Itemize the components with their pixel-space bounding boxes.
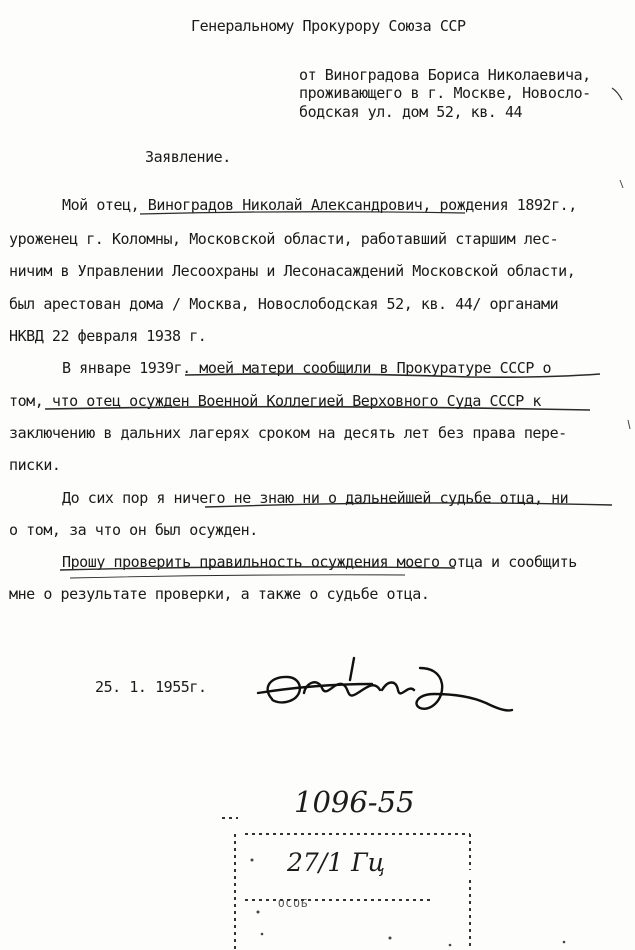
sender-line-1: от Виноградова Бориса Николаевича, (299, 66, 591, 84)
stamp-box (222, 818, 470, 950)
underline-mother-informed (185, 374, 600, 377)
paragraph-1-line-2: уроженец г. Коломны, Московской области, работавший старшим лес- (9, 230, 559, 248)
paragraph-4-line-2: мне о результате проверки, а также о судьбе отца. (9, 585, 430, 603)
document-title: Заявление. (145, 148, 231, 166)
underline-request-second (70, 575, 405, 578)
paragraph-2-line-3: заключению в дальних лагерях сроком на десять лет без права пере- (9, 424, 567, 442)
paragraph-1-line-3: ничим в Управлении Лесоохраны и Лесонасаждений Московской области, (9, 262, 576, 280)
date: 25. 1. 1955г. (95, 678, 207, 696)
paragraph-1-line-5: НКВД 22 февраля 1938 г. (9, 327, 207, 345)
paragraph-4-line-1: Прошу проверить правильность осуждения моего отца и сообщить (62, 553, 577, 571)
sender-line-3: бодская ул. дом 52, кв. 44 (299, 103, 523, 121)
underline-father-sentenced (45, 407, 590, 410)
paragraph-2-line-2: том, что отец осужден Военной Коллегией Верховного Суда СССР к (9, 392, 542, 410)
sender-line-2: проживающего в г. Москве, Новосло- (299, 84, 591, 102)
addressee: Генеральному Прокурору Союза ССР (191, 17, 466, 35)
paragraph-2-line-1: В январе 1939г. моей матери сообщили в Прокуратуре СССР о (62, 359, 552, 377)
underline-knows-nothing (205, 503, 612, 507)
signature (258, 658, 512, 710)
underline-request (60, 567, 455, 570)
stamp-text: ОСОБ (278, 897, 309, 910)
underline-father-name (140, 212, 465, 214)
paragraph-3-line-2: о том, за что он был осужден. (9, 521, 258, 539)
paragraph-1-line-4: был арестован дома / Москва, Новослободская 52, кв. 44/ органами (9, 295, 559, 313)
paragraph-1-line-1: Мой отец, Виноградов Николай Александрович, рождения 1892г., (62, 196, 577, 214)
registration-number: 1096-55 (294, 785, 415, 819)
stamp-number: 27/1 Гц (287, 848, 386, 877)
paragraph-3-line-1: До сих пор я ничего не знаю ни о дальнейшей судьбе отца, ни (62, 489, 569, 507)
paragraph-2-line-4: писки. (9, 456, 61, 474)
